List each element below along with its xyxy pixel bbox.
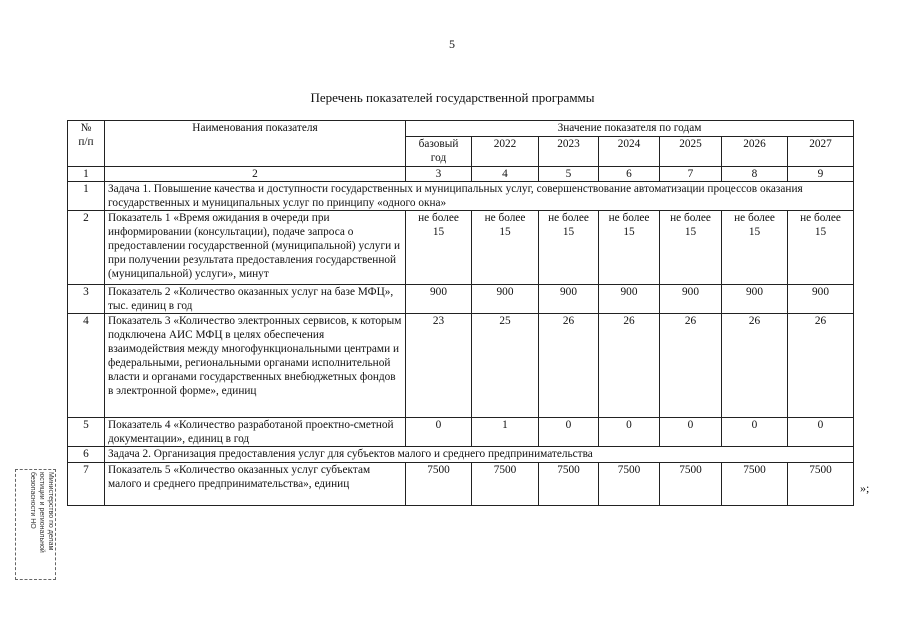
task-row xyxy=(68,447,854,463)
indicator-name: Показатель 3 «Количество электронных сервисов, к которым подключена АИС МФЦ в целях обеспечения взаимодействия между многофункциональными центрами и федеральными, региональными органами исполнительной власти и органами государственных внебюджетных фондов в электронной форме», единиц xyxy=(105,314,406,418)
column-numbers-row xyxy=(68,167,854,182)
indicators-table xyxy=(67,120,854,506)
column-number: 3 xyxy=(406,167,472,182)
indicator-value: не более 15 xyxy=(660,211,722,285)
header-year: 2027 xyxy=(788,137,854,167)
indicator-value: не более 15 xyxy=(539,211,599,285)
indicator-value: 0 xyxy=(539,418,599,447)
task-row xyxy=(68,182,854,211)
header-year: 2024 xyxy=(599,137,660,167)
indicator-value: 0 xyxy=(406,418,472,447)
indicator-value: 900 xyxy=(539,285,599,314)
indicator-name: Показатель 4 «Количество разработаной проектно-сметной документации», единиц в год xyxy=(105,418,406,447)
indicator-value: 23 xyxy=(406,314,472,418)
page-number: 5 xyxy=(449,37,455,51)
indicator-value: 7500 xyxy=(788,463,854,506)
indicator-value: 0 xyxy=(599,418,660,447)
indicator-value: 25 xyxy=(472,314,539,418)
header-num: № п/п xyxy=(68,121,105,167)
indicator-value: 0 xyxy=(660,418,722,447)
indicator-value: 900 xyxy=(599,285,660,314)
task-text: Задача 2. Организация предоставления услуг для субъектов малого и среднего предпринимательства xyxy=(105,447,854,463)
indicator-row xyxy=(68,211,854,285)
indicator-row xyxy=(68,418,854,447)
indicator-value: 26 xyxy=(660,314,722,418)
column-number: 9 xyxy=(788,167,854,182)
column-number: 7 xyxy=(660,167,722,182)
column-number: 2 xyxy=(105,167,406,182)
column-number: 5 xyxy=(539,167,599,182)
indicator-value: не более 15 xyxy=(722,211,788,285)
stamp-line: безопасности НО xyxy=(29,472,36,529)
column-number: 8 xyxy=(722,167,788,182)
indicator-value: 7500 xyxy=(660,463,722,506)
stamp-line: юстиции и региональной xyxy=(38,472,45,553)
header-year: базовый год xyxy=(406,137,472,167)
row-number: 1 xyxy=(68,182,105,211)
indicator-value: 0 xyxy=(788,418,854,447)
header-year: 2026 xyxy=(722,137,788,167)
indicator-row xyxy=(68,463,854,506)
header-year: 2023 xyxy=(539,137,599,167)
table-header xyxy=(68,121,854,182)
indicator-value: не более 15 xyxy=(472,211,539,285)
indicator-value: 26 xyxy=(599,314,660,418)
row-number: 5 xyxy=(68,418,105,447)
indicator-value: не более 15 xyxy=(406,211,472,285)
indicator-value: 900 xyxy=(660,285,722,314)
indicator-name: Показатель 2 «Количество оказанных услуг на базе МФЦ», тыс. единиц в год xyxy=(105,285,406,314)
stamp-text xyxy=(18,472,55,579)
column-number: 1 xyxy=(68,167,105,182)
indicator-value: 7500 xyxy=(599,463,660,506)
header-year: 2025 xyxy=(660,137,722,167)
closing-quote-mark: »; xyxy=(860,481,870,495)
table-body xyxy=(68,182,854,506)
indicator-value: не более 15 xyxy=(788,211,854,285)
indicator-value: 900 xyxy=(788,285,854,314)
task-text: Задача 1. Повышение качества и доступности государственных и муниципальных услуг, совершенствование автоматизации процессов оказания государственных и муниципальных услуг по принципу «одного окна» xyxy=(105,182,854,211)
indicator-value: 0 xyxy=(722,418,788,447)
header-year: 2022 xyxy=(472,137,539,167)
indicator-value: 7500 xyxy=(472,463,539,506)
indicator-value: 900 xyxy=(406,285,472,314)
indicator-name: Показатель 1 «Время ожидания в очереди при информировании (консультации), подаче запроса о предоставлении государственной (муниципальной) услуги и при получении результата предоставления государственной (муниципальной) услуги», минут xyxy=(105,211,406,285)
row-number: 2 xyxy=(68,211,105,285)
row-number: 4 xyxy=(68,314,105,418)
indicator-value: 7500 xyxy=(406,463,472,506)
indicator-value: 7500 xyxy=(539,463,599,506)
document-title: Перечень показателей государственной программы xyxy=(310,90,595,105)
indicator-value: 26 xyxy=(788,314,854,418)
indicator-value: 1 xyxy=(472,418,539,447)
indicator-value: 900 xyxy=(472,285,539,314)
indicator-value: 7500 xyxy=(722,463,788,506)
row-number: 3 xyxy=(68,285,105,314)
indicator-value: 900 xyxy=(722,285,788,314)
indicator-value: не более 15 xyxy=(599,211,660,285)
indicator-row xyxy=(68,285,854,314)
column-number: 4 xyxy=(472,167,539,182)
indicator-row xyxy=(68,314,854,418)
indicator-name: Показатель 5 «Количество оказанных услуг субъектам малого и среднего предпринимательства», единиц xyxy=(105,463,406,506)
indicator-value: 26 xyxy=(539,314,599,418)
header-values-group: Значение показателя по годам xyxy=(406,121,854,137)
row-number: 7 xyxy=(68,463,105,506)
registration-stamp xyxy=(15,469,56,580)
indicator-value: 26 xyxy=(722,314,788,418)
row-number: 6 xyxy=(68,447,105,463)
header-name: Наименования показателя xyxy=(105,121,406,167)
stamp-line: Министерство по делам xyxy=(47,472,54,551)
column-number: 6 xyxy=(599,167,660,182)
